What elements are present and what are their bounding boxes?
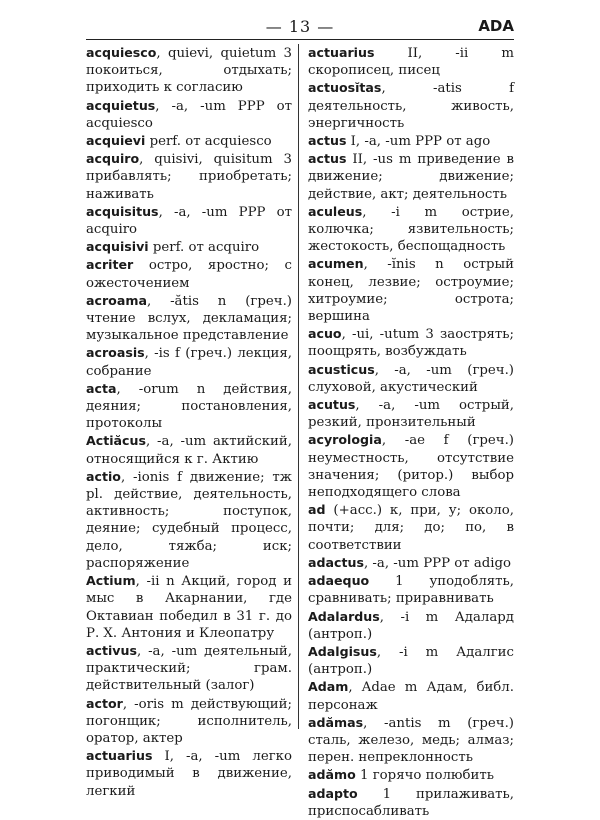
entry-headword: adămo	[308, 767, 356, 783]
entry-headword: acutus	[308, 397, 356, 413]
dictionary-entry	[86, 695, 292, 748]
entry-headword: Adalardus	[308, 608, 380, 624]
dictionary-entry	[86, 150, 292, 203]
dictionary-entry	[86, 203, 292, 238]
dictionary-entry	[86, 344, 292, 379]
entry-definition: , -ui, -utum 3 заострять; поощрять, возбуждать	[308, 327, 514, 360]
dictionary-entry	[308, 203, 514, 256]
entry-headword: actuarius	[86, 748, 153, 764]
entry-headword: ad	[308, 502, 326, 518]
entry-definition: , -a, -um актийский, относящийся к г. Актию	[86, 434, 292, 467]
dictionary-entry	[86, 292, 292, 345]
dictionary-entry	[308, 501, 514, 554]
entry-definition: остро, яростно; с ожесточением	[86, 258, 292, 291]
entry-definition: , -oris m действующий; погонщик; исполнитель, оратор, актер	[86, 696, 292, 746]
entry-definition: II, -ii m скорописец, писец	[308, 46, 514, 79]
dictionary-entry	[86, 747, 292, 800]
dictionary-entry	[86, 642, 292, 695]
entry-headword: acquiro	[86, 151, 140, 167]
page-number: — 13 —	[265, 17, 335, 36]
entry-definition: , -i m острие, колючка; язвительность; жестокость, беспощадность	[308, 204, 514, 255]
entry-headword: adaequo	[308, 573, 370, 589]
dictionary-entry	[308, 785, 514, 820]
dictionary-entry	[308, 608, 514, 643]
entry-headword: actus	[308, 151, 347, 167]
guide-word: ADA	[478, 17, 514, 35]
entry-definition: , -atis f деятельность, живость, энергичность	[308, 81, 514, 131]
dictionary-entry	[308, 79, 514, 132]
entry-definition: , -a, -um PPP от acquiro	[86, 204, 292, 238]
entry-headword: adactus	[308, 554, 364, 570]
entry-headword: acusticus	[308, 361, 375, 377]
entry-definition: , -ii n Акций, город и мыс в Акарнании, где Октавиан победил в 31 г. до Р. Х. Антония и Клеопатру	[86, 574, 292, 641]
entry-headword: activus	[86, 642, 137, 658]
page-header	[86, 13, 514, 40]
dictionary-entry	[308, 361, 514, 396]
dictionary-entry	[86, 97, 292, 132]
dictionary-entry	[308, 150, 514, 203]
entry-headword: acta	[86, 380, 117, 396]
dictionary-entry	[86, 256, 292, 291]
entry-headword: aculeus	[308, 203, 363, 219]
dictionary-entry	[86, 238, 292, 256]
entry-definition: , -orum n действия, деяния; постановления, протоколы	[86, 381, 292, 432]
entry-definition: , -a, -um деятельный, практический; грам. действительный (залог)	[86, 643, 292, 694]
dictionary-entry	[308, 643, 514, 678]
entry-headword: actor	[86, 695, 123, 711]
entry-headword: acroasis	[86, 345, 145, 361]
entry-definition: , -a, -um PPP от acquiesco	[86, 98, 292, 131]
entry-definition: , -antis m (греч.) сталь, железо, медь; алмаз; перен. непреклонность	[308, 715, 514, 766]
entry-headword: actuosĭtas	[308, 80, 382, 96]
entry-headword: acquisivi	[86, 239, 149, 255]
entry-headword: Adalgisus	[308, 643, 377, 659]
entry-headword: actus	[308, 133, 347, 149]
entry-headword: acquietus	[86, 97, 156, 113]
dictionary-entry	[86, 132, 292, 150]
right-column	[308, 44, 514, 820]
dictionary-entry	[86, 44, 292, 97]
entry-definition: , -ae f (греч.) неуместность, отсутствие значения; (ритор.) выбор неподходящего слова	[308, 433, 514, 501]
entry-headword: adămas	[308, 714, 364, 730]
entry-headword: acyrologia	[308, 432, 382, 448]
entry-definition: 1 горячо полюбить	[355, 768, 494, 784]
entry-definition: , -i m Адалард (антроп.)	[308, 609, 514, 642]
entry-definition: perf. от acquiesco	[145, 134, 272, 150]
dictionary-entry	[308, 255, 514, 325]
entry-headword: acquisitus	[86, 203, 159, 219]
entry-definition: perf. от acquiro	[148, 240, 260, 256]
entry-definition: II, -us m приведение в движение; движение; действие, акт; деятельность	[308, 152, 514, 202]
entry-definition: , -ĭnis n острый конец, лезвие; остроумие; хитроумие; острота; вершина	[308, 257, 514, 325]
entry-definition: , -a, -um PPP от adigo	[363, 555, 512, 571]
entry-headword: acriter	[86, 257, 134, 273]
entry-headword: Actiăcus	[86, 433, 146, 449]
entry-definition: , -a, -um (греч.) слуховой, акустический	[308, 362, 514, 395]
entry-definition: 1 прилаживать, приспосабливать	[308, 786, 514, 819]
dictionary-entry	[308, 325, 514, 360]
dictionary-entry	[308, 766, 514, 784]
entry-definition: I, -a, -um легко приводимый в движение, легкий	[86, 749, 292, 799]
entry-headword: Adam	[308, 679, 349, 695]
dictionary-entry	[308, 678, 514, 713]
entry-definition: , -ionis f движение; тж pl. действие, деятельность, активность; поступок, деяние; судебный процесс, дело, тяжба; иск; распоряжение	[86, 469, 292, 571]
entry-definition: , -i m Адалгис (антроп.)	[308, 644, 514, 678]
dictionary-entry	[86, 572, 292, 642]
entry-definition: , quisivi, quisitum 3 прибавлять; приобретать; наживать	[86, 152, 292, 202]
dictionary-entry	[308, 431, 514, 501]
entry-definition: , -a, -um острый, резкий, пронзительный	[308, 398, 514, 431]
dictionary-entry	[308, 572, 514, 607]
entry-headword: acquievi	[86, 133, 146, 149]
dictionary-entry	[308, 396, 514, 431]
entry-headword: actio	[86, 468, 121, 484]
entry-headword: acroama	[86, 292, 147, 308]
entry-headword: acuo	[308, 326, 342, 342]
column-divider	[298, 44, 299, 729]
entry-headword: actuarius	[308, 45, 375, 60]
entry-definition: 1 уподоблять, сравнивать; приравнивать	[308, 574, 514, 607]
dictionary-entry	[308, 714, 514, 767]
entry-headword: acquiesco	[86, 45, 157, 60]
entry-definition: I, -a, -um PPP от ago	[346, 134, 491, 150]
entry-definition: , -is f (греч.) лекция, собрание	[86, 346, 292, 379]
entry-definition: , quievi, quietum 3 покоиться, отдыхать; приходить к согласию	[86, 46, 292, 96]
dictionary-entry	[86, 380, 292, 433]
left-column	[86, 44, 292, 800]
dictionary-entry	[308, 132, 514, 150]
dictionary-entry	[86, 468, 292, 572]
entry-definition: , Adae m Адам, библ. персонаж	[308, 680, 514, 713]
dictionary-entry	[308, 554, 514, 572]
entry-definition: (+acc.) к, при, у; около, почти; для; до; по, в соответствии	[308, 503, 514, 553]
entry-headword: Actium	[86, 573, 136, 589]
entry-headword: adapto	[308, 785, 358, 801]
entry-headword: acumen	[308, 256, 364, 272]
dictionary-entry	[308, 44, 514, 79]
entry-definition: , -ătis n (греч.) чтение вслух, декламация; музыкальное представление	[86, 293, 292, 344]
dictionary-entry	[86, 432, 292, 467]
